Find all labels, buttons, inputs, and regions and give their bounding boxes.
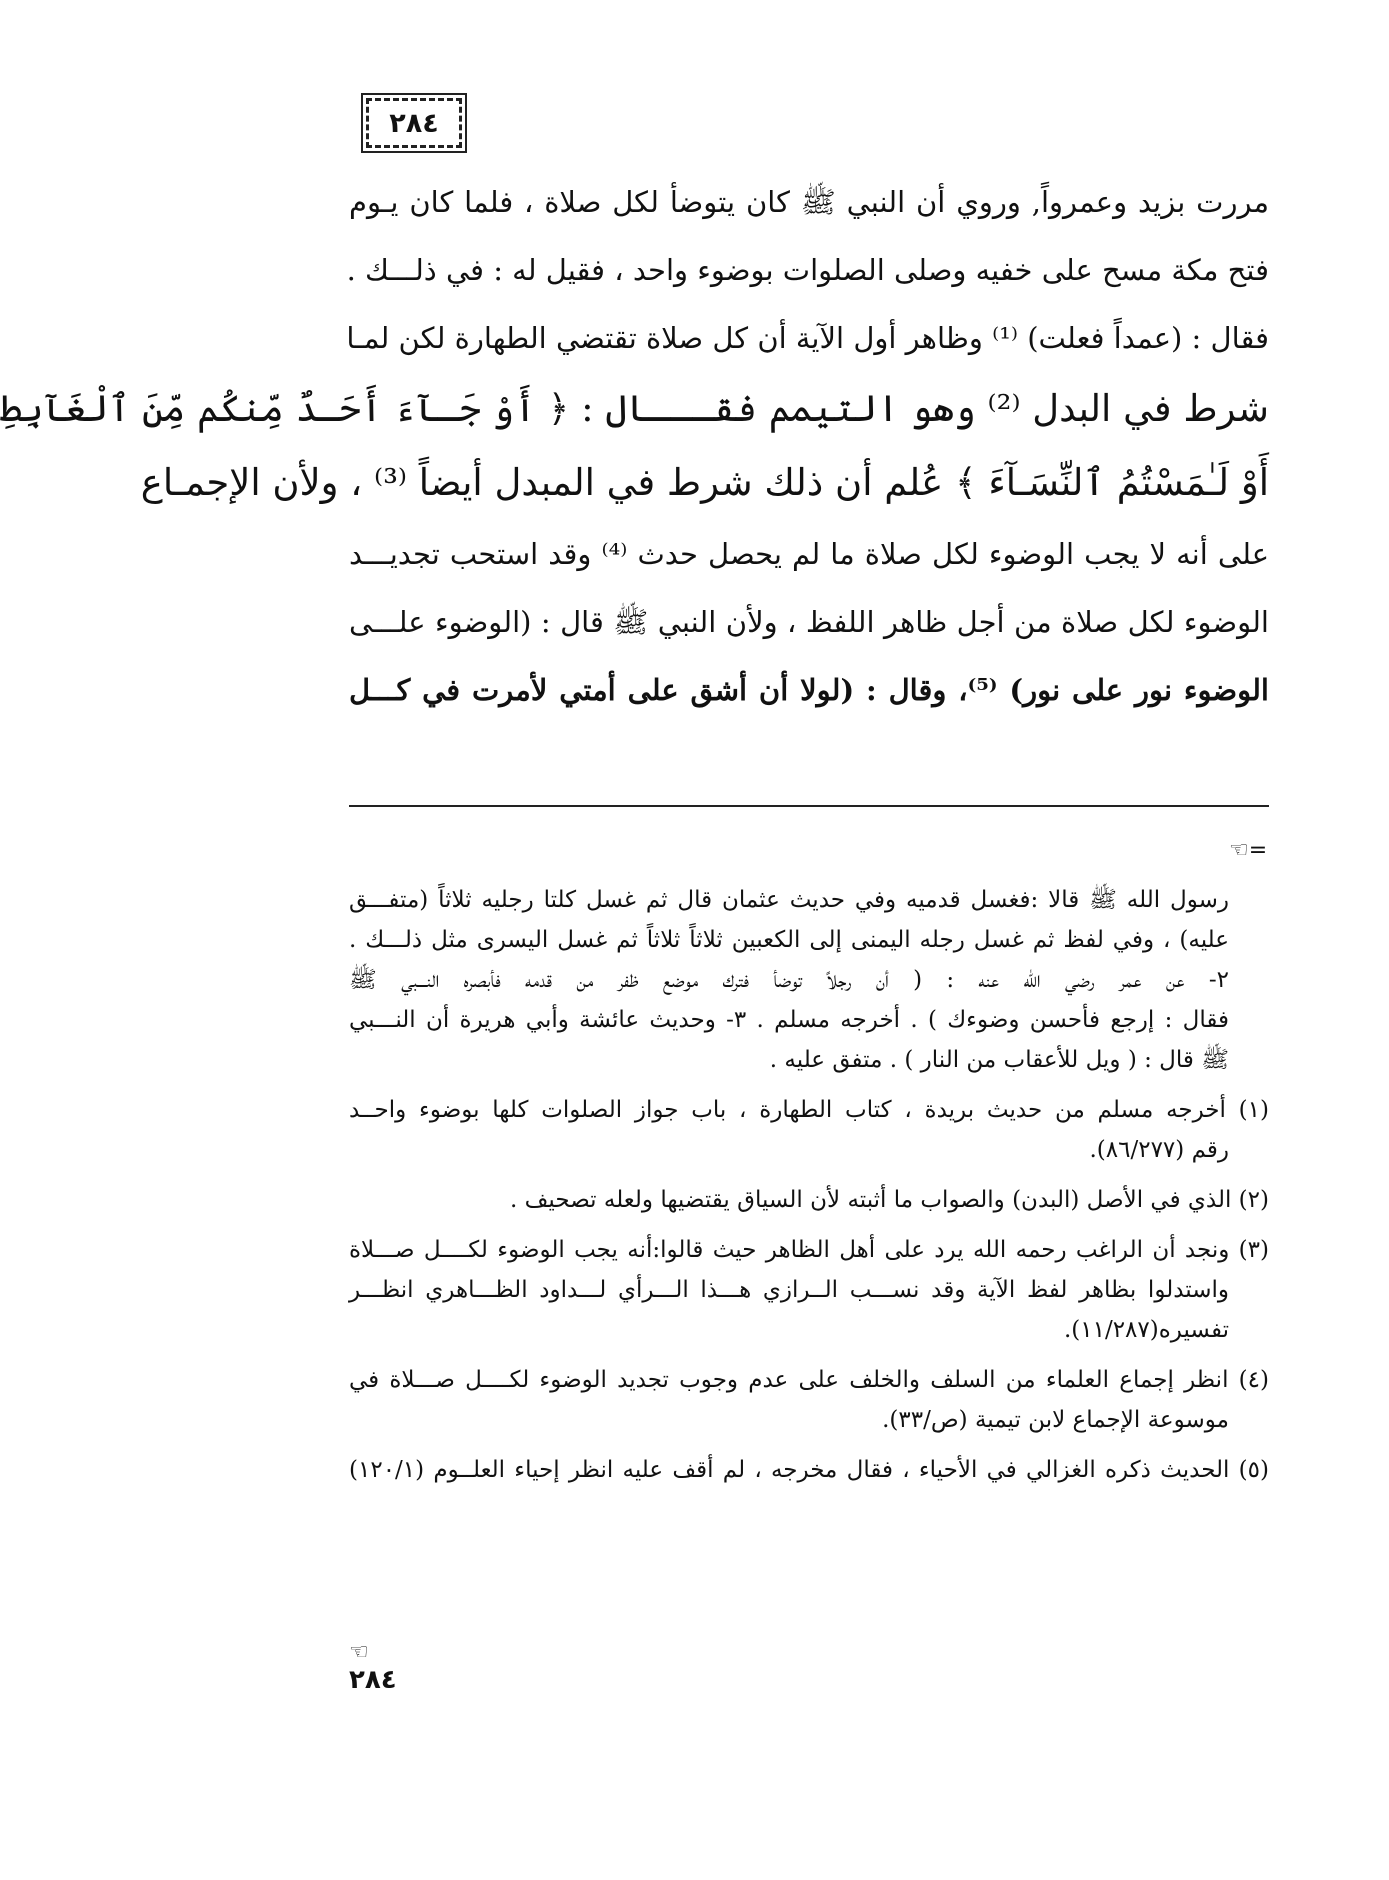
main-line: فتح مكة مسح على خفيه وصلى الصلوات بوضوء واحد ، فقيل له : في ذلـــك .	[346, 253, 1269, 287]
note-line: (١) أخرجه مسلم من حديث بريدة ، كتاب الطهارة ، باب جواز الصلوات كلها بوضوء واحــد	[349, 1097, 1269, 1123]
footnote-divider	[349, 805, 1269, 807]
main-line-quran: شرط في البدل ⁽²⁾ وهو التيمم فقـــال : ﴿ أَوْ جَـآءَ أَحَـدٌ مِّنكُم مِّنَ ٱلْغَآبِطِ	[0, 387, 1269, 430]
note-line: (٢) الذي في الأصل (البدن) والصواب ما أثبته لأن السياق يقتضيها ولعله تصحيف .	[509, 1187, 1269, 1213]
main-text	[0, 168, 1269, 724]
note-line: عليه) ، وفي لفظ ثم غسل رجله اليمنى إلى الكعبين ثلاثاً ثلاثاً ثم غسل اليسرى مثل ذلـــك .	[349, 927, 1229, 953]
main-line: على أنه لا يجب الوضوء لكل صلاة ما لم يحصل حدث ⁽⁴⁾ وقد استحب تجديـــد	[349, 537, 1269, 571]
note-line: رقم (٨٦/٢٧٧).	[1089, 1137, 1229, 1163]
end-marker: ☜	[349, 1640, 369, 1665]
note-line: واستدلوا بظاهر لفظ الآية وقد نســـب الــرازي هـــذا الـــرأي لـــداود الظـــاهري انظـــر	[349, 1277, 1229, 1303]
note-line: (٤) انظر إجماع العلماء من السلف والخلف على عدم وجوب تجديد الوضوء لكــــل صـــلاة في	[349, 1367, 1269, 1393]
main-line-quran: أَوْ لَـٰمَسْتُمُ ٱلنِّسَـآءَ ﴾ عُلم أن ذلك شرط في المبدل أيضاً ⁽³⁾ ، ولأن الإجمـاع	[140, 461, 1269, 504]
note-line: (٥) الحديث ذكره الغزالي في الأحياء ، فقال مخرجه ، لم أقف عليه انظر إحياء العلــوم (١٢٠/١)	[349, 1457, 1269, 1483]
footnote-3	[349, 1230, 1269, 1350]
footnote-1	[349, 1090, 1269, 1170]
note-line: فقال : إرجع فأحسن وضوءك ) . أخرجه مسلم . ٣- وحديث عائشة وأبي هريرة أن النـــبي	[349, 1007, 1229, 1033]
note-line: موسوعة الإجماع لابن تيمية (ص/٣٣).	[882, 1407, 1229, 1433]
main-line: الوضوء لكل صلاة من أجل ظاهر اللفظ ، ولأن النبي ﷺ قال : (الوضوء علـــى	[349, 605, 1269, 639]
note-line: ٢- عن عمر رضي الله عنه : ( أن رجلاً توضأ فترك موضع ظفر من قدمه فأبصره النـــبي ﷺ	[349, 967, 1229, 993]
footnote-5	[349, 1450, 1269, 1490]
main-line: الوضوء نور على نور) ⁽⁵⁾، وقال : (لولا أن أشق على أمتي لأمرت في كـــل	[349, 673, 1269, 707]
page-number-footer: ٢٨٤	[349, 1665, 397, 1695]
note-line: ﷺ قال : ( ويل للأعقاب من النار ) . متفق عليه .	[769, 1047, 1229, 1073]
note-line: رسول الله ﷺ قالا :فغسل قدميه وفي حديث عثمان قال ثم غسل كلتا رجليه ثلاثاً (متفـــق	[349, 887, 1229, 913]
footnotes-section	[349, 880, 1269, 1500]
note-line: (٣) ونجد أن الراغب رحمه الله يرد على أهل الظاهر حيث قالوا:أنه يجب الوضوء لكــــل صـــلاة	[349, 1237, 1269, 1263]
continued-note	[349, 880, 1269, 1080]
footnote-2	[349, 1180, 1269, 1220]
continuation-marker: =☜	[1229, 838, 1268, 863]
main-line: فقال : (عمداً فعلت) ⁽¹⁾ وظاهر أول الآية أن كل صلاة تقتضي الطهارة لكن لمـا	[346, 321, 1269, 355]
note-line: تفسيره(١١/٢٨٧).	[1063, 1317, 1229, 1343]
page-number-header: ٢٨٤	[366, 98, 462, 148]
footnote-4	[349, 1360, 1269, 1440]
main-line: مررت بزيد وعمرواً, وروي أن النبي ﷺ كان يتوضأ لكل صلاة ، فلما كان يـوم	[349, 185, 1269, 219]
